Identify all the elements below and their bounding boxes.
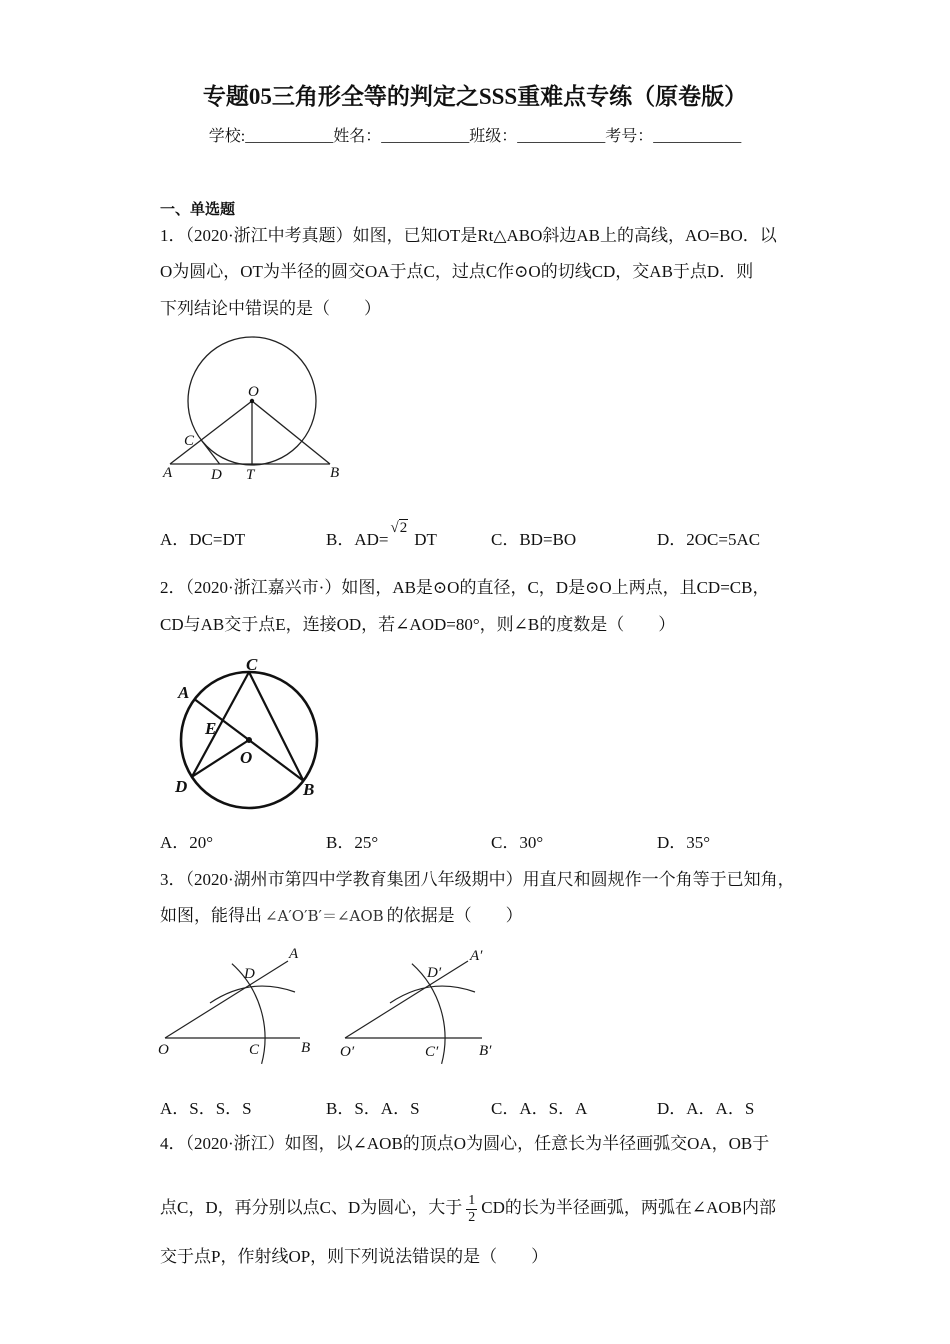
fraction-numerator: 1 xyxy=(468,1192,476,1208)
page-title: 专题05三角形全等的判定之SSS重难点专练（原卷版） xyxy=(202,84,748,109)
q4-fraction xyxy=(466,1193,477,1226)
q1-option-c: C．BD=BO xyxy=(491,530,577,549)
q1-label-b: B xyxy=(330,465,340,481)
q2-label-d: D xyxy=(175,777,188,796)
q3-figure xyxy=(155,940,500,1065)
q3-left-label-b: B xyxy=(301,1040,311,1056)
q3-line-2-suffix: 的依据是（ ） xyxy=(386,906,523,925)
q1-figure xyxy=(160,330,350,485)
radicand: 2 xyxy=(399,520,408,536)
q2-label-b: B xyxy=(303,780,315,799)
q3-left-label-c: C xyxy=(249,1042,260,1058)
q1-option-d: D．2OC=5AC xyxy=(657,530,761,549)
q3-option-b: B．S．A．S xyxy=(326,1099,420,1118)
q1-line-3: 下列结论中错误的是（ ） xyxy=(160,299,381,318)
q3-left-ray-oa xyxy=(165,961,288,1038)
q2-option-c: C．30° xyxy=(491,833,544,852)
q2-option-d: D．35° xyxy=(657,833,711,852)
q1-option-b-prefix: B．AD= xyxy=(326,530,389,549)
q3-right-label-o: O′ xyxy=(340,1044,355,1060)
q3-option-a: A．S．S．S xyxy=(160,1099,252,1118)
q3-line-2 xyxy=(160,906,523,926)
q2-option-a: A．20° xyxy=(160,833,214,852)
q3-left-label-o: O xyxy=(158,1042,169,1058)
q4-line-1: 4．（2020·浙江）如图，以∠AOB的顶点O为圆心，任意长为半径画弧交OA，OB于 xyxy=(160,1134,770,1153)
q3-right-label-d: D′ xyxy=(427,965,442,981)
radical-sign: √ xyxy=(390,520,399,536)
section-title: 一、单选题 xyxy=(160,202,236,218)
q3-right-label-b: B′ xyxy=(479,1043,492,1059)
q2-label-e: E xyxy=(205,719,217,738)
q1-label-t: T xyxy=(246,467,255,483)
q3-right-ray-oa xyxy=(345,961,468,1038)
q3-line-2-prefix: 如图，能得出 xyxy=(160,906,262,925)
q2-option-b: B．25° xyxy=(326,833,379,852)
q3-left-label-a: A xyxy=(289,946,299,962)
q4-line-2 xyxy=(160,1190,776,1226)
q4-line-2-prefix: 点C，D，再分别以点C、D为圆心，大于 xyxy=(160,1198,463,1217)
q3-option-d: D．A．A．S xyxy=(657,1099,755,1118)
q4-line-3: 交于点P，作射线OP，则下列说法错误的是（ ） xyxy=(160,1247,549,1266)
q2-figure xyxy=(170,655,330,805)
q3-right-label-c: C′ xyxy=(425,1044,439,1060)
fraction-denominator: 2 xyxy=(468,1209,476,1225)
q2-line-2: CD与AB交于点E，连接OD，若∠AOD=80°，则∠B的度数是（ ） xyxy=(160,615,676,634)
q1-label-o: O xyxy=(248,384,259,400)
q1-label-c: C xyxy=(184,433,195,449)
q2-line-1: 2．（2020·浙江嘉兴市·）如图，AB是⊙O的直径，C，D是⊙O上两点，且CD=CB， xyxy=(160,578,770,597)
q3-option-c: C．A．S．A xyxy=(491,1099,588,1118)
q4-line-2-suffix: CD的长为半径画弧，两弧在∠AOB内部 xyxy=(481,1198,776,1217)
q3-left-label-d: D xyxy=(244,966,255,982)
q3-angle-expression: ∠A′O′B′＝∠AOB xyxy=(265,907,384,925)
q1-label-d: D xyxy=(211,467,222,483)
q2-label-c: C xyxy=(246,655,258,674)
q1-segment-oa xyxy=(170,401,252,464)
q2-label-o: O xyxy=(240,748,253,767)
q2-label-a: A xyxy=(178,683,190,702)
q1-line-1: 1．（2020·浙江中考真题）如图，已知OT是Rt△ABO斜边AB上的高线，AO=BO．以 xyxy=(160,226,777,245)
q1-tangent-cd xyxy=(201,440,219,464)
q1-label-a: A xyxy=(163,465,173,481)
q1-option-b xyxy=(326,520,437,551)
q3-line-1: 3．（2020·湖州市第四中学教育集团八年级期中）用直尺和圆规作一个角等于已知角， xyxy=(160,870,795,889)
q1-option-a: A．DC=DT xyxy=(160,530,246,549)
q3-right-label-a: A′ xyxy=(470,948,483,964)
q1-line-2: O为圆心，OT为半径的圆交OA于点C，过点C作⊙O的切线CD，交AB于点D．则 xyxy=(160,262,754,281)
q1-option-b-suffix: DT xyxy=(414,530,437,549)
q1-segment-ob xyxy=(252,401,330,464)
q2-chord-cb xyxy=(249,672,303,781)
q1-option-b-radical xyxy=(390,518,408,538)
student-info-line: 学校:___________姓名：___________班级：___________考号：___________ xyxy=(208,128,742,145)
q2-center-dot xyxy=(246,737,252,743)
